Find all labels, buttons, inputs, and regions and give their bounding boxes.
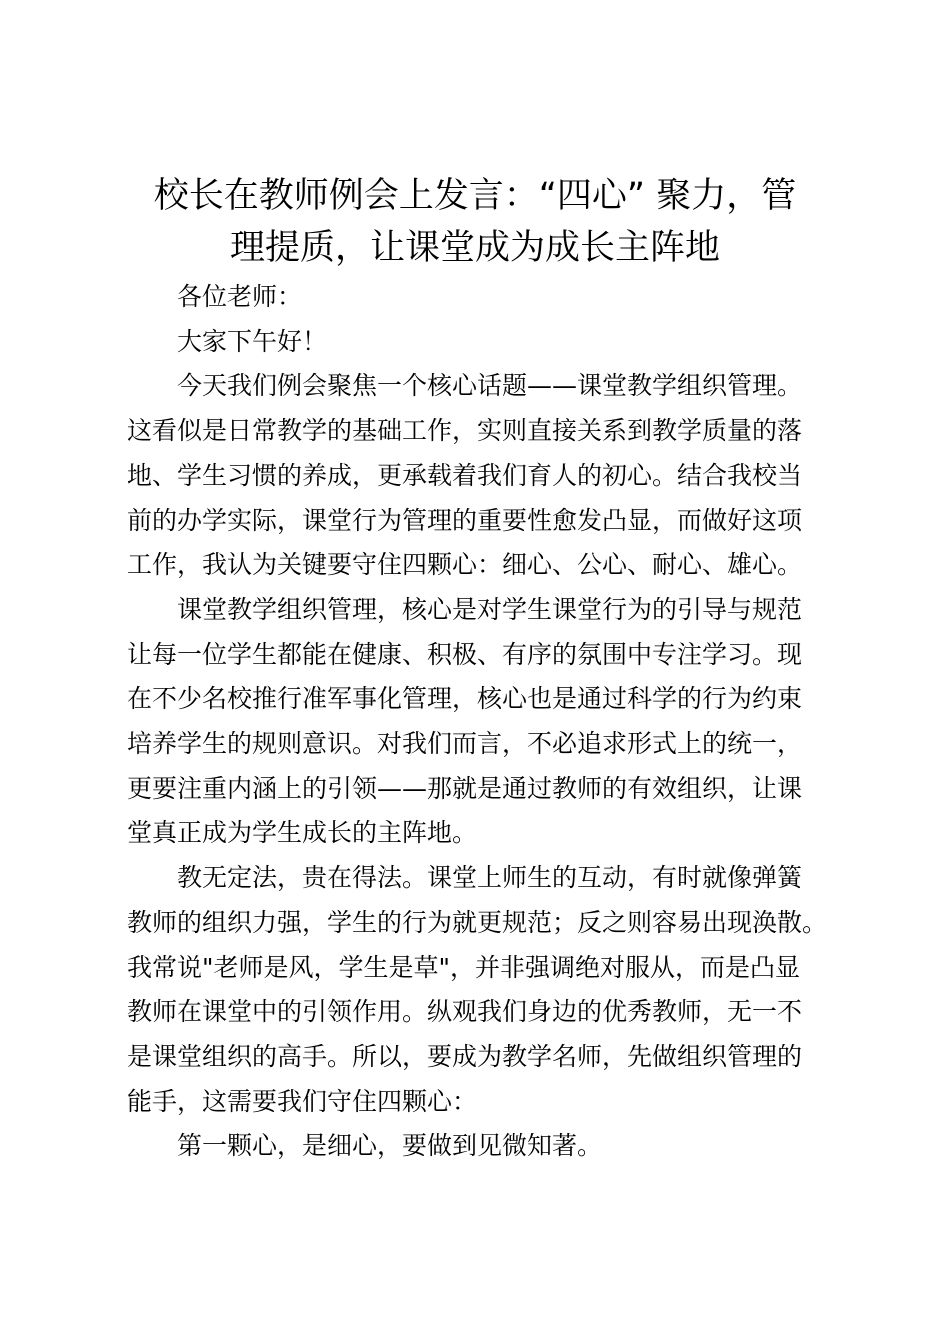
paragraph-line: 我常说"老师是风，学生是草"，并非强调绝对服从，而是凸显 [127,952,801,982]
paragraph-line: 更要注重内涵上的引领——那就是通过教师的有效组织，让课 [127,773,803,803]
paragraph-line: 在不少名校推行准军事化管理，核心也是通过科学的行为约束 [127,684,803,714]
title-line-1: 校长在教师例会上发言：“四心” 聚力，管 [153,176,797,216]
paragraph-line: 教无定法，贵在得法。课堂上师生的互动，有时就像弹簧 [177,863,803,893]
paragraph-line: 工作，我认为关键要守住四颗心：细心、公心、耐心、雄心。 [127,550,803,580]
paragraph-line: 教师在课堂中的引领作用。纵观我们身边的优秀教师，无一不 [127,997,803,1027]
paragraph-line: 堂真正成为学生成长的主阵地。 [127,818,478,848]
greeting [127,320,847,365]
paragraph-line: 课堂教学组织管理，核心是对学生课堂行为的引导与规范 [177,594,803,624]
paragraph-line: 培养学生的规则意识。对我们而言，不必追求形式上的统一， [127,729,803,759]
document-title [120,170,830,274]
greeting-text: 大家下午好！ [177,326,328,356]
paragraph-line: 前的办学实际，课堂行为管理的重要性愈发凸显，而做好这项 [127,505,803,535]
paragraph-line: 能手，这需要我们守住四颗心： [127,1086,478,1116]
document-body [127,275,847,1169]
title-line-2: 理提质，让课堂成为成长主阵地 [229,228,720,268]
paragraph-line: 地、学生习惯的养成，更承载着我们育人的初心。结合我校当 [127,460,803,490]
paragraph-1 [127,364,847,588]
paragraph-4 [127,1124,847,1169]
paragraph-line: 这看似是日常教学的基础工作，实则直接关系到教学质量的落 [127,416,803,446]
paragraph-line: 是课堂组织的高手。所以，要成为教学名师，先做组织管理的 [127,1041,803,1071]
paragraph-line: 今天我们例会聚焦一个核心话题——课堂教学组织管理。 [177,371,803,401]
paragraph-2 [127,588,847,856]
paragraph-line: 教师的组织力强，学生的行为就更规范；反之则容易出现涣散。 [127,907,828,937]
paragraph-line: 让每一位学生都能在健康、积极、有序的氛围中专注学习。现 [127,639,803,669]
salutation [127,275,847,320]
paragraph-3 [127,856,847,1124]
paragraph-line: 第一颗心，是细心，要做到见微知著。 [177,1131,603,1161]
salutation-text: 各位老师： [177,282,303,311]
